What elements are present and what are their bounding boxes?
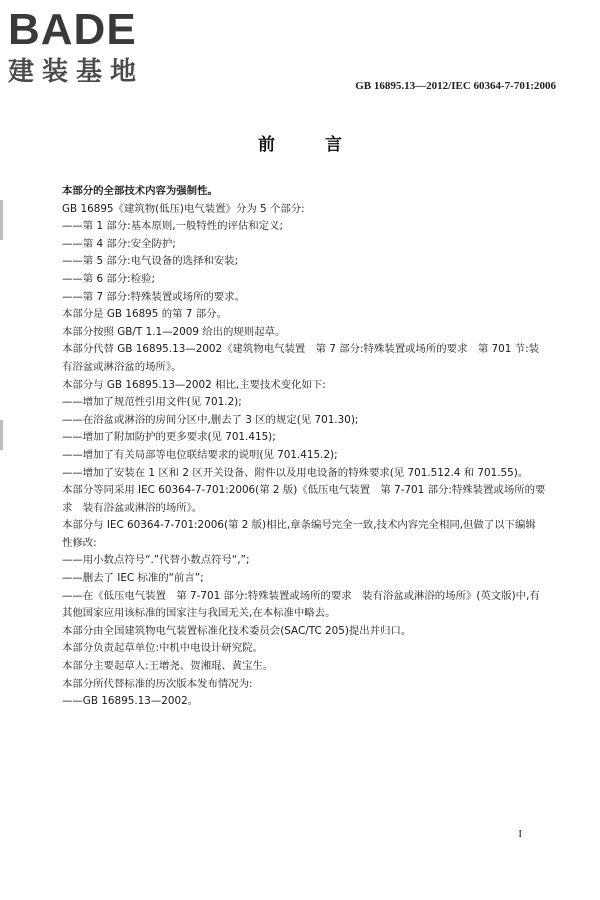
page-number: I [518, 828, 522, 840]
paragraph: 本部分等同采用 IEC 60364-7-701:2006(第 2 版)《低压电气装置 第 7-701 部分:特殊装置或场所的要求 装有浴盆或淋浴的场所》。 [62, 484, 546, 514]
bade-logo [8, 6, 178, 92]
paragraph: GB 16895《建筑物(低压)电气装置》分为 5 个部分: [62, 202, 305, 215]
paragraph: 本部分按照 GB/T 1.1—2009 给出的规则起草。 [62, 325, 286, 338]
list-item: ——删去了 IEC 标准的“前言”; [62, 572, 204, 585]
logo-wordmark: BADE [8, 5, 137, 54]
scan-edge-mark [0, 200, 3, 240]
list-item: ——第 7 部分:特殊装置或场所的要求。 [62, 290, 245, 303]
paragraph: 本部分主要起草人:王增尧、贺湘琨、黄宝生。 [62, 660, 274, 673]
list-item: ——增加了附加防护的更多要求(见 701.415); [62, 431, 276, 444]
list-item: ——第 6 部分:检验; [62, 272, 155, 285]
list-item: ——用小数点符号“.”代替小数点符号“,”; [62, 554, 250, 567]
list-item: ——GB 16895.13—2002。 [62, 695, 199, 708]
list-item: ——增加了有关局部等电位联结要求的说明(见 701.415.2); [62, 448, 338, 461]
paragraph-mandatory: 本部分的全部技术内容为强制性。 [62, 185, 218, 197]
paragraph: 本部分代替 GB 16895.13—2002《建筑物电气装置 第 7 部分:特殊装置或场所的要求 第 701 节:装有浴盆或淋浴盆的场所》。 [62, 343, 539, 373]
paragraph: 本部分与 IEC 60364-7-701:2006(第 2 版)相比,章条编号完全一致,技术内容完全相同,但做了以下编辑性修改: [62, 519, 536, 549]
paragraph: 本部分与 GB 16895.13—2002 相比,主要技术变化如下: [62, 378, 326, 391]
list-item: ——在《低压电气装置 第 7-701 部分:特殊装置或场所的要求 装有浴盆或淋浴的场所》(英文版)中,有其他国家应用该标准的国家注与我国无关,在本标准中略去。 [62, 589, 540, 620]
paragraph: 本部分由全国建筑物电气装置标准化技术委员会(SAC/TC 205)提出并归口。 [62, 624, 412, 637]
standard-number: GB 16895.13—2012/IEC 60364-7-701:2006 [355, 80, 556, 92]
list-item: ——增加了规范性引用文件(见 701.2); [62, 396, 242, 409]
list-item: ——第 5 部分:电气设备的选择和安装; [62, 255, 239, 268]
paragraph: 本部分是 GB 16895 的第 7 部分。 [62, 308, 227, 321]
list-item: ——增加了安装在 1 区和 2 区开关设备、附件以及用电设备的特殊要求(见 701.512.4 和 701.55)。 [62, 466, 529, 479]
scan-edge-mark [0, 420, 3, 450]
list-item: ——第 1 部分:基本原则,一般特性的评估和定义; [62, 220, 283, 233]
paragraph: 本部分所代替标准的历次版本发布情况为: [62, 677, 253, 690]
page-title: 前 言 [258, 135, 364, 155]
list-item: ——在浴盆或淋浴的房间分区中,删去了 3 区的规定(见 701.30); [62, 413, 359, 426]
paragraph: 本部分负责起草单位:中机中电设计研究院。 [62, 642, 263, 655]
foreword-body [62, 183, 546, 711]
list-item: ——第 4 部分:安全防护; [62, 237, 176, 250]
logo-subtitle: 建装基地 [8, 57, 145, 87]
